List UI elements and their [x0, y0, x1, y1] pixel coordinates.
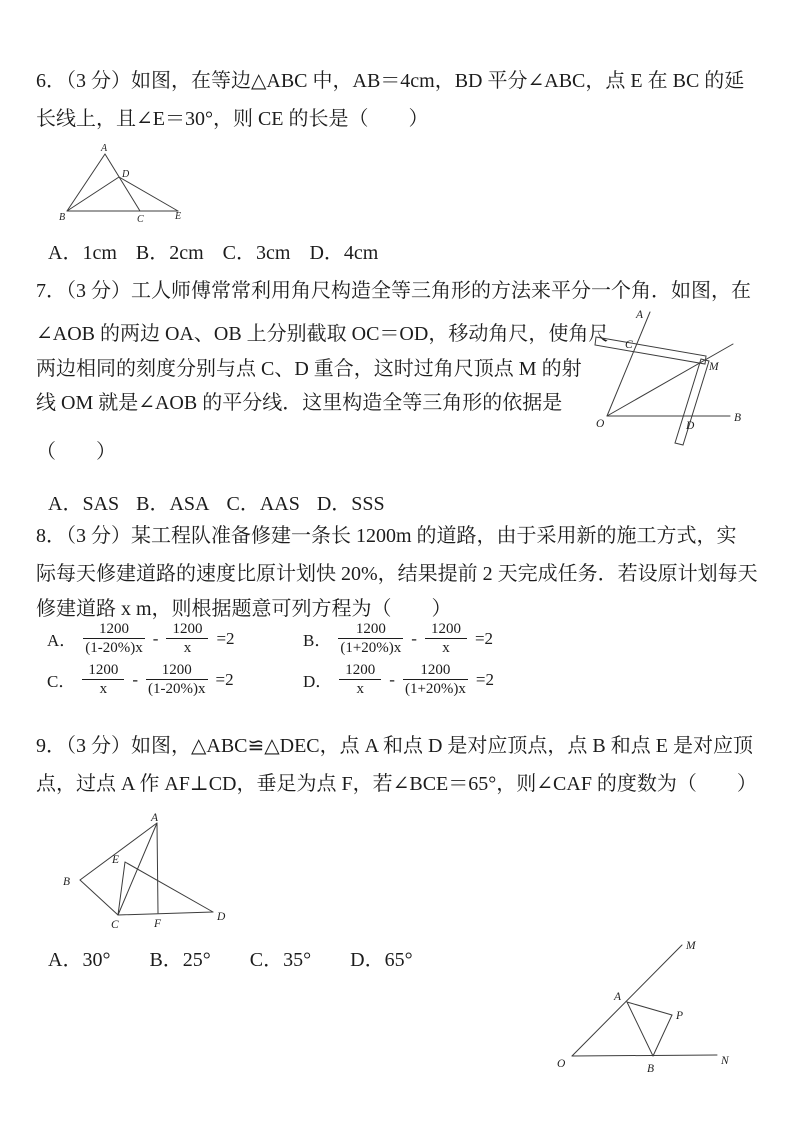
fraction: $\frac{1200}{x}$: [82, 661, 124, 698]
equation-rhs: =2: [216, 628, 235, 648]
fraction: $\frac{1200}{(1+20\%)x}$: [340, 621, 402, 656]
q10-angle-figure: [540, 925, 740, 1080]
q9-option-a: A．30°: [48, 949, 111, 971]
vertex-label-c: C: [111, 919, 119, 931]
option-label: D．: [303, 672, 333, 691]
vertex-label-b: B: [63, 876, 71, 888]
option-label: B．: [303, 631, 332, 650]
q9-option-b: B．25°: [149, 949, 211, 971]
q6-diagram-edges: [67, 154, 178, 211]
q9-option-d: D．65°: [350, 949, 413, 971]
q7-option-d: D．SSS: [316, 493, 385, 515]
vertex-label-f: F: [154, 918, 162, 930]
q7-line-4: 线 OM 就是∠AOB 的平分线．这里构造全等三角形的依据是: [36, 392, 563, 414]
vertex-label-c: C: [137, 214, 144, 224]
q6-line-1: 6．（3 分）如图，在等边△ABC 中，AB＝4cm，BD 平分∠ABC，点 E 在 BC 的延: [36, 70, 745, 92]
vertex-label-a: A: [636, 309, 644, 321]
q8-line-1: 8．（3 分）某工程队准备修建一条长 1200m 的道路，由于采用新的施工方式，实: [36, 525, 737, 547]
vertex-label-c: C: [625, 339, 633, 351]
q7-options-row: [48, 487, 397, 516]
q6-option-a: A．1cm: [48, 242, 117, 264]
minus-sign: -: [152, 628, 159, 648]
q7-line-2: ∠AOB 的两边 OA、OB 上分别截取 OC＝OD，移动角尺，使角尺: [36, 323, 609, 345]
q8-line-3: 修建道路 x m，则根据题意可列方程为（ ）: [36, 598, 452, 620]
q9-line-1: 9．（3 分）如图，△ABC≌△DEC，点 A 和点 D 是对应顶点，点 B 和点 E 是对应顶: [36, 735, 753, 757]
vertex-label-n: N: [721, 1055, 729, 1067]
vertex-label-d: D: [686, 420, 695, 432]
fraction: $\frac{1200}{(1-20\%)x}$: [148, 662, 206, 697]
q7-option-a: A．SAS: [48, 493, 120, 515]
equation-rhs: =2: [215, 669, 234, 689]
q6-line-2: 长线上，且∠E＝30°，则 CE 的长是（ ）: [36, 108, 429, 130]
q6-option-c: C．3cm: [222, 242, 291, 264]
option-label: A．: [47, 631, 77, 650]
q9-option-c: C．35°: [249, 949, 312, 971]
vertex-label-a: A: [151, 812, 159, 824]
vertex-label-o: O: [596, 418, 605, 430]
vertex-label-e: E: [112, 854, 120, 866]
vertex-label-p: P: [676, 1010, 684, 1022]
q6-options-row: [48, 236, 392, 265]
vertex-label-b: B: [647, 1063, 655, 1075]
q7-line-5: （ ）: [36, 441, 116, 463]
q9-diagram-edges: [80, 823, 213, 915]
q8-option-a: [47, 620, 235, 657]
q9-line-2: 点，过点 A 作 AF⊥CD，垂足为点 F，若∠BCE＝65°，则∠CAF 的度数为（ ）: [36, 773, 757, 795]
minus-sign: -: [411, 628, 417, 648]
vertex-label-b: B: [734, 412, 742, 424]
minus-sign: -: [389, 669, 395, 689]
q9-options-row: [48, 943, 447, 972]
fraction: $\frac{1200}{x}$: [166, 620, 208, 657]
vertex-label-d: D: [217, 911, 226, 923]
vertex-label-m: M: [709, 361, 719, 373]
q7-option-c: C．AAS: [226, 493, 300, 515]
vertex-label-d: D: [122, 169, 130, 180]
q8-option-d: [303, 661, 494, 698]
vertex-label-a: A: [614, 991, 622, 1003]
vertex-label-b: B: [59, 212, 66, 223]
q7-line-1: 7．（3 分）工人师傅常常利用角尺构造全等三角形的方法来平分一个角．如图，在: [36, 280, 751, 302]
vertex-label-e: E: [175, 211, 182, 222]
equation-rhs: =2: [474, 628, 494, 648]
q7-option-b: B．ASA: [136, 493, 210, 515]
q7-line-3: 两边相同的刻度分别与点 C、D 重合，这时过角尺顶点 M 的射: [36, 358, 582, 380]
vertex-label-m: M: [686, 940, 696, 952]
q9-congruent-triangles-diagram: [55, 810, 235, 940]
q6-option-d: D．4cm: [309, 242, 379, 264]
option-label: C．: [47, 672, 76, 691]
vertex-label-a: A: [101, 143, 108, 154]
q8-option-b: [303, 620, 493, 657]
fraction: $\frac{1200}{(1+20\%)x}$: [404, 662, 466, 697]
fraction: $\frac{1200}{x}$: [339, 661, 381, 698]
equation-rhs: =2: [475, 669, 494, 689]
fraction: $\frac{1200}{x}$: [425, 620, 467, 657]
q6-option-b: B．2cm: [135, 242, 204, 264]
q10-diagram-edges: [572, 945, 717, 1056]
q7-diagram-edges: [595, 312, 733, 445]
q6-triangle-diagram: [58, 140, 183, 224]
vertex-label-o: O: [557, 1058, 566, 1070]
minus-sign: -: [132, 669, 139, 689]
q8-option-c: [47, 661, 234, 698]
q8-line-2: 际每天修建道路的速度比原计划快 20%，结果提前 2 天完成任务．若设原计划每天: [36, 563, 758, 585]
fraction: $\frac{1200}{(1-20\%)x}$: [85, 621, 143, 656]
q7-angle-ruler-diagram: [585, 300, 760, 455]
